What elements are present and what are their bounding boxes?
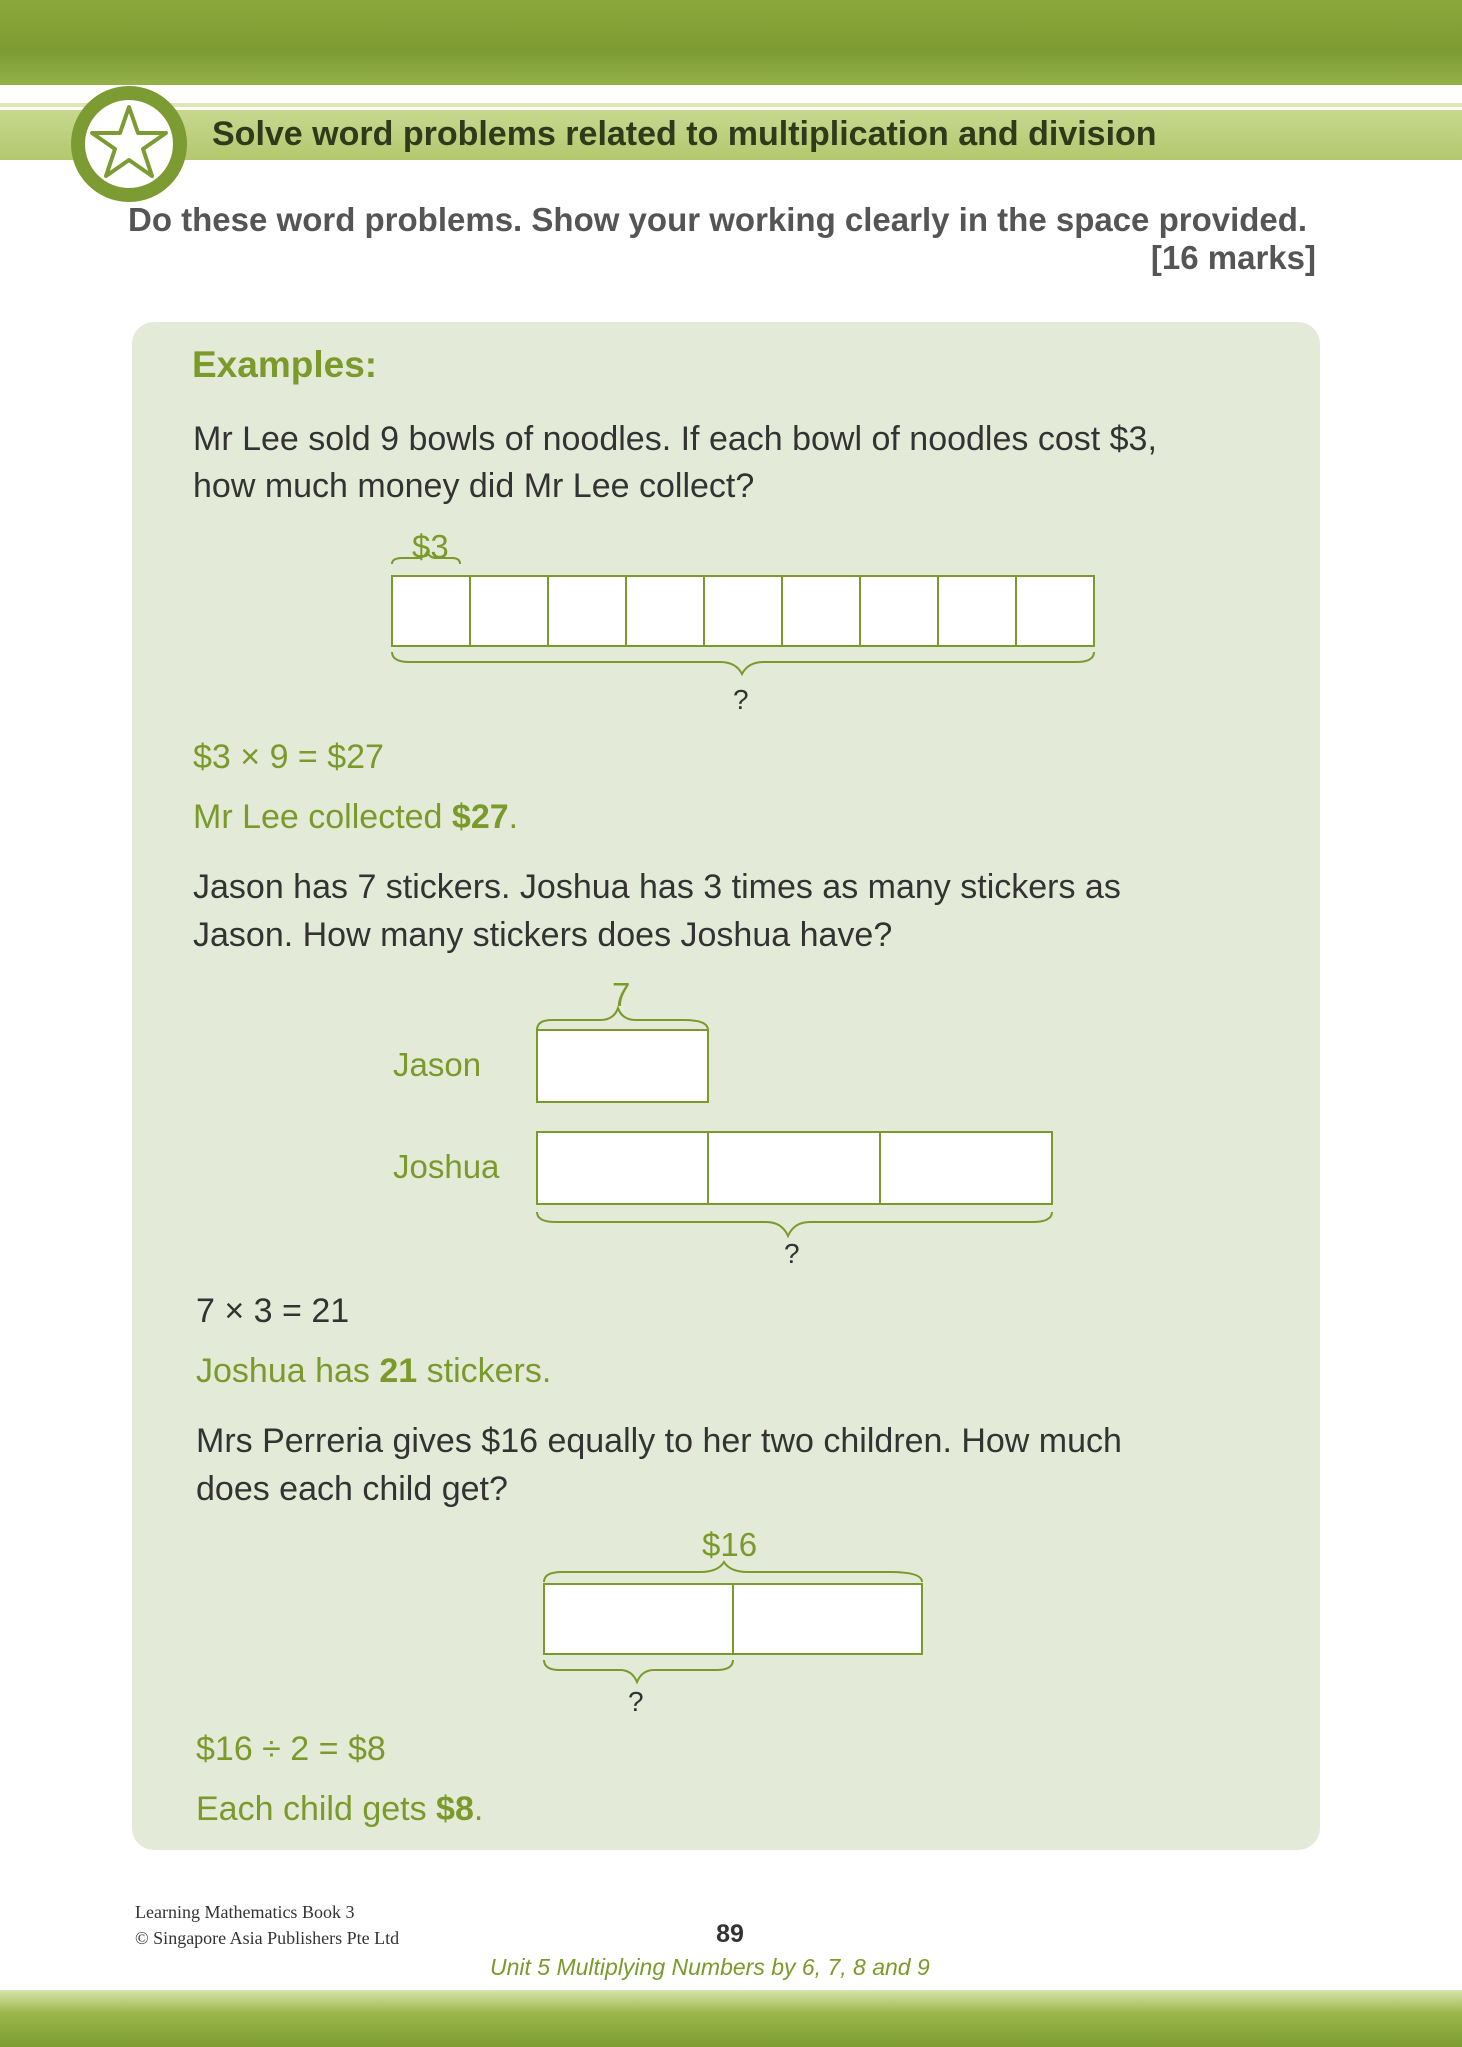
ex1-unit-label: $3 <box>412 528 449 565</box>
ex1-question-line1: Mr Lee sold 9 bowls of noodles. If each bowl of noodles cost $3, <box>193 420 1157 458</box>
top-banner <box>0 0 1462 85</box>
ex2-jason-bar <box>537 1030 708 1102</box>
ex2-total-label: ? <box>784 1238 800 1269</box>
footer-book-title: Learning Mathematics Book 3 <box>135 1902 355 1922</box>
ex3-question-line1: Mrs Perreria gives $16 equally to her two children. How much <box>196 1422 1122 1460</box>
ex2-question-line1: Jason has 7 stickers. Joshua has 3 times as many stickers as <box>193 868 1121 906</box>
marks-label: [16 marks] <box>1150 239 1316 276</box>
footer-unit: Unit 5 Multiplying Numbers by 6, 7, 8 and 9 <box>490 1954 930 1980</box>
ex3-part-boxes <box>544 1584 922 1654</box>
ex2-jason-label: Jason <box>393 1046 482 1083</box>
ex1-working: $3 × 9 = $27 <box>193 738 384 776</box>
ex2-joshua-label: Joshua <box>393 1148 500 1185</box>
page-number: 89 <box>716 1920 744 1948</box>
examples-heading: Examples: <box>192 344 378 385</box>
bottom-banner <box>0 1990 1462 2047</box>
ex1-question-line2: how much money did Mr Lee collect? <box>193 467 755 505</box>
ex2-answer: Joshua has 21 stickers. <box>196 1352 552 1390</box>
ex1-unit-boxes <box>392 576 1094 646</box>
ex2-unit-label: 7 <box>612 976 631 1013</box>
ex3-working: $16 ÷ 2 = $8 <box>196 1730 386 1768</box>
instructions: Do these word problems. Show your working clearly in the space provided. <box>128 201 1308 238</box>
ex3-total-label: $16 <box>702 1526 758 1563</box>
ex3-bar-model <box>540 1560 930 1690</box>
ex2-question-line2: Jason. How many stickers does Joshua have? <box>193 916 893 954</box>
header-stripe <box>0 103 1462 107</box>
ex3-part-label: ? <box>628 1686 644 1717</box>
ex2-working: 7 × 3 = 21 <box>196 1292 350 1330</box>
ex1-total-label: ? <box>733 684 749 715</box>
ex2-bar-model <box>530 1000 1060 1250</box>
ex2-joshua-bar <box>537 1132 1052 1204</box>
ex1-answer: Mr Lee collected $27. <box>193 798 519 836</box>
footer-copyright: © Singapore Asia Publishers Pte Ltd <box>135 1928 400 1948</box>
section-title: Solve word problems related to multiplication and division <box>212 115 1157 153</box>
ex3-answer: Each child gets $8. <box>196 1790 484 1828</box>
star-icon <box>70 85 188 203</box>
ex3-question-line2: does each child get? <box>196 1470 508 1508</box>
